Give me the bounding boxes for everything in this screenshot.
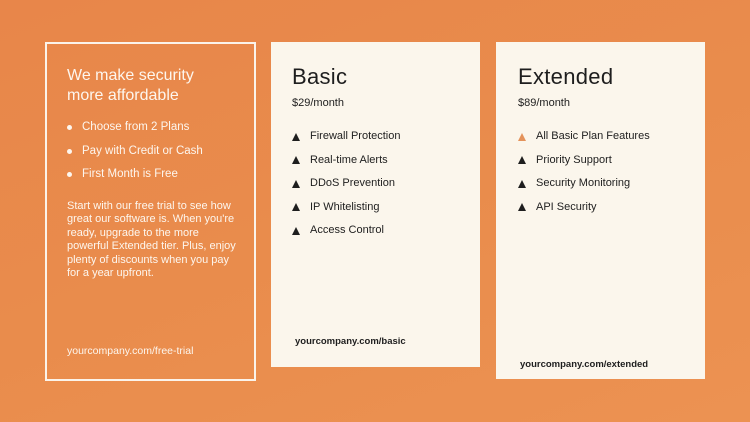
triangle-bullet-icon <box>518 203 526 211</box>
bullet-dot-icon <box>67 172 72 177</box>
triangle-bullet-icon <box>292 227 300 235</box>
intro-panel <box>45 42 256 381</box>
triangle-bullet-icon <box>292 133 300 141</box>
basic-plan-link[interactable]: yourcompany.com/basic <box>295 336 406 347</box>
feature-list <box>292 125 460 243</box>
extended-plan-link[interactable]: yourcompany.com/extended <box>520 359 649 370</box>
intro-description: Start with our free trial to see how great our software is. When you're ready, upgrade to the more powerful Extended tier. Plus, enjoy plenty of discounts when you pay for a year upfront. <box>67 199 236 279</box>
list-item <box>67 163 234 187</box>
feature-text: Priority Support <box>536 153 612 166</box>
triangle-bullet-icon <box>518 180 526 188</box>
bullet-text: Choose from 2 Plans <box>82 121 190 133</box>
list-item <box>518 125 685 149</box>
list-item <box>292 125 460 149</box>
list-item <box>292 196 460 220</box>
feature-text: Security Monitoring <box>536 177 631 189</box>
plan-title: Extended <box>518 64 614 89</box>
triangle-bullet-icon <box>292 180 300 188</box>
extended-plan-card <box>496 42 705 379</box>
intro-heading: We make security more affordable <box>67 67 194 104</box>
triangle-bullet-icon <box>292 203 300 211</box>
list-item <box>518 196 685 220</box>
list-item <box>518 149 685 173</box>
list-item <box>292 149 460 173</box>
feature-text: IP Whitelisting <box>310 200 380 213</box>
list-item <box>67 116 234 140</box>
feature-text: Firewall Protection <box>310 130 401 142</box>
plan-title: Basic <box>292 64 348 89</box>
list-item <box>292 172 460 196</box>
feature-text: Real-time Alerts <box>310 153 388 166</box>
feature-text: DDoS Prevention <box>310 177 395 189</box>
triangle-bullet-icon <box>518 156 526 164</box>
feature-list <box>518 125 685 219</box>
list-item <box>518 172 685 196</box>
triangle-bullet-icon <box>518 133 526 141</box>
free-trial-link[interactable]: yourcompany.com/free-trial <box>67 345 194 357</box>
plan-price: $89/month <box>518 97 570 109</box>
list-item <box>67 140 234 164</box>
plan-price: $29/month <box>292 97 344 109</box>
bullet-text: First Month is Free <box>82 168 178 180</box>
basic-plan-card <box>271 42 480 367</box>
bullet-dot-icon <box>67 125 72 130</box>
triangle-bullet-icon <box>292 156 300 164</box>
bullet-text: Pay with Credit or Cash <box>82 144 203 157</box>
feature-text: Access Control <box>310 224 384 236</box>
list-item <box>292 219 460 243</box>
bullet-dot-icon <box>67 149 72 154</box>
feature-text: All Basic Plan Features <box>536 130 650 142</box>
feature-text: API Security <box>536 200 597 213</box>
intro-bullet-list <box>67 116 234 187</box>
